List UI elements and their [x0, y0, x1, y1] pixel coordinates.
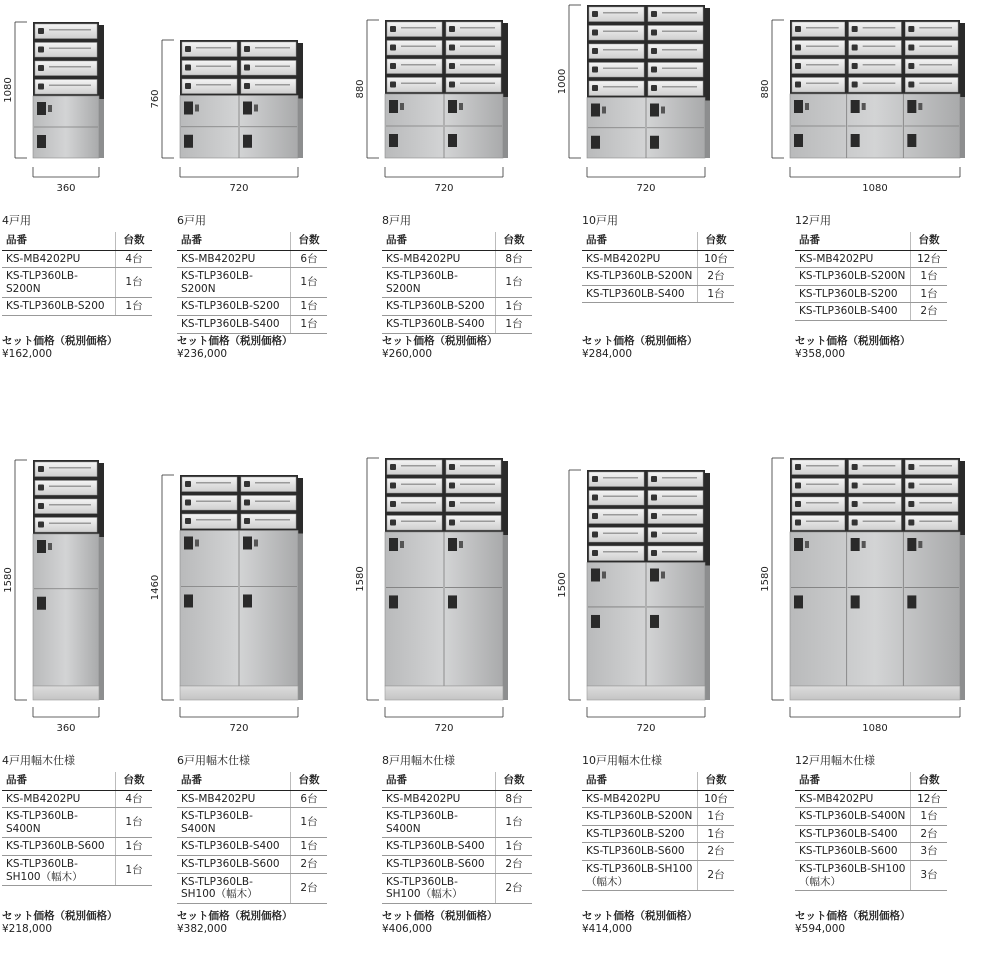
model-number: KS-TLP360LB-S600: [795, 843, 911, 861]
model-number: KS-TLP360LB-SH100（幅木）: [2, 855, 116, 885]
model-number: KS-TLP360LB-S200: [177, 298, 291, 316]
height-dimension: 1460: [150, 574, 161, 601]
model-number: KS-TLP360LB-S400N: [2, 808, 116, 838]
header-qty: 台数: [291, 232, 328, 250]
model-number: KS-TLP360LB-S200: [582, 825, 698, 843]
header-model: 品番: [382, 772, 496, 790]
model-number: KS-TLP360LB-S600: [177, 855, 291, 873]
quantity: 2台: [698, 268, 735, 286]
header-qty: 台数: [496, 772, 533, 790]
width-dimension: 720: [434, 723, 454, 734]
model-number: KS-MB4202PU: [795, 250, 911, 268]
set-price: ¥594,000: [795, 923, 846, 935]
quantity: 1台: [496, 315, 533, 333]
quantity: 1台: [116, 855, 153, 885]
quantity: 1台: [291, 298, 328, 316]
model-number: KS-MB4202PU: [382, 790, 496, 808]
mailbox-door: [35, 43, 97, 58]
quantity: 1台: [496, 808, 533, 838]
width-dimension: 720: [636, 183, 656, 194]
set-title: 10戸用幅木仕様: [582, 754, 662, 767]
model-number: KS-TLP360LB-S600: [382, 855, 496, 873]
set-price: ¥382,000: [177, 923, 228, 935]
set-price: ¥284,000: [582, 348, 633, 360]
quantity: 12台: [911, 250, 948, 268]
header-qty: 台数: [116, 772, 153, 790]
set-title: 12戸用幅木仕様: [795, 754, 875, 767]
width-dimension: 1080: [862, 723, 888, 734]
mailbox-unit-2: [150, 40, 303, 194]
price-label: セット価格（税別価格）: [382, 910, 498, 922]
model-number: KS-MB4202PU: [582, 790, 698, 808]
price-label: セット価格（税別価格）: [2, 910, 118, 922]
width-dimension: 720: [229, 183, 249, 194]
model-number: KS-TLP360LB-S400: [177, 315, 291, 333]
model-number: KS-TLP360LB-SH100（幅木）: [382, 873, 496, 903]
model-number: KS-TLP360LB-S200N: [795, 268, 911, 286]
model-number: KS-MB4202PU: [382, 250, 496, 268]
height-dimension: 1000: [557, 68, 568, 95]
price-label: セット価格（税別価格）: [2, 335, 118, 347]
quantity: 1台: [496, 298, 533, 316]
quantity: 6台: [291, 250, 328, 268]
header-model: 品番: [382, 232, 496, 250]
height-dimension: 1580: [3, 567, 14, 593]
price-label: セット価格（税別価格）: [582, 910, 698, 922]
model-number: KS-MB4202PU: [2, 790, 116, 808]
price-label: セット価格（税別価格）: [795, 335, 911, 347]
header-qty: 台数: [291, 772, 328, 790]
mailbox-unit-6: [3, 460, 104, 734]
model-number: KS-TLP360LB-S200N: [2, 268, 116, 298]
quantity: 2台: [698, 860, 735, 890]
width-dimension: 360: [56, 183, 76, 194]
quantity: 1台: [911, 808, 948, 826]
quantity: 1台: [698, 825, 735, 843]
mailbox-door: [35, 462, 97, 477]
mailbox-door: [35, 24, 97, 39]
height-dimension: 760: [150, 89, 161, 109]
quantity: 1台: [291, 838, 328, 856]
mailbox-door: [35, 61, 97, 76]
quantity: 1台: [116, 838, 153, 856]
model-number: KS-TLP360LB-S400: [177, 838, 291, 856]
model-number: KS-TLP360LB-S400: [795, 825, 911, 843]
set-title: 6戸用幅木仕様: [177, 754, 250, 767]
quantity: 3台: [911, 843, 948, 861]
quantity: 1台: [116, 298, 153, 316]
model-number: KS-TLP360LB-SH100（幅木）: [795, 860, 911, 890]
set-title: 10戸用: [582, 214, 618, 227]
quantity: 1台: [291, 268, 328, 298]
quantity: 10台: [698, 250, 735, 268]
height-dimension: 1500: [557, 572, 568, 598]
header-qty: 台数: [911, 232, 948, 250]
quantity: 1台: [291, 808, 328, 838]
quantity: 12台: [911, 790, 948, 808]
set-price: ¥162,000: [2, 348, 53, 360]
model-number: KS-TLP360LB-SH100（幅木）: [582, 860, 698, 890]
quantity: 1台: [116, 268, 153, 298]
header-qty: 台数: [496, 232, 533, 250]
set-price: ¥406,000: [382, 923, 433, 935]
quantity: 1台: [911, 268, 948, 286]
set-title: 8戸用幅木仕様: [382, 754, 455, 767]
mailbox-unit-10: [760, 458, 965, 734]
header-qty: 台数: [911, 772, 948, 790]
set-title: 6戸用: [177, 214, 206, 227]
header-model: 品番: [582, 772, 698, 790]
header-model: 品番: [795, 772, 911, 790]
set-price: ¥358,000: [795, 348, 846, 360]
price-label: セット価格（税別価格）: [382, 335, 498, 347]
width-dimension: 360: [56, 723, 76, 734]
quantity: 1台: [698, 285, 735, 303]
model-number: KS-TLP360LB-S400: [382, 315, 496, 333]
price-label: セット価格（税別価格）: [177, 910, 293, 922]
model-number: KS-MB4202PU: [177, 790, 291, 808]
model-number: KS-TLP360LB-S600: [2, 838, 116, 856]
set-title: 4戸用幅木仕様: [2, 754, 75, 767]
model-number: KS-TLP360LB-S400N: [795, 808, 911, 826]
mailbox-door: [35, 80, 97, 95]
model-number: KS-TLP360LB-S200N: [177, 268, 291, 298]
set-price: ¥236,000: [177, 348, 228, 360]
model-number: KS-TLP360LB-S200: [795, 285, 911, 303]
header-qty: 台数: [116, 232, 153, 250]
set-title: 8戸用: [382, 214, 411, 227]
width-dimension: 720: [229, 723, 249, 734]
width-dimension: 720: [434, 183, 454, 194]
quantity: 3台: [911, 860, 948, 890]
model-number: KS-TLP360LB-S200: [382, 298, 496, 316]
price-label: セット価格（税別価格）: [582, 335, 698, 347]
quantity: 4台: [116, 790, 153, 808]
width-dimension: 720: [636, 723, 656, 734]
model-number: KS-MB4202PU: [177, 250, 291, 268]
quantity: 2台: [496, 855, 533, 873]
quantity: 1台: [911, 285, 948, 303]
height-dimension: 880: [355, 79, 366, 99]
mailbox-unit-3: [355, 20, 508, 194]
quantity: 1台: [291, 315, 328, 333]
height-dimension: 1580: [355, 566, 366, 592]
mailbox-unit-5: [760, 20, 965, 194]
quantity: 1台: [116, 808, 153, 838]
set-title: 12戸用: [795, 214, 831, 227]
mailbox-door: [35, 518, 97, 533]
quantity: 6台: [291, 790, 328, 808]
mailbox-unit-8: [355, 458, 508, 734]
quantity: 1台: [496, 838, 533, 856]
header-model: 品番: [2, 772, 116, 790]
mailbox-door: [35, 499, 97, 514]
model-number: KS-TLP360LB-S200N: [582, 268, 698, 286]
model-number: KS-TLP360LB-S400N: [177, 808, 291, 838]
set-price: ¥260,000: [382, 348, 433, 360]
mailbox-unit-9: [557, 470, 710, 734]
mailbox-unit-1: [3, 22, 104, 194]
model-number: KS-TLP360LB-SH100（幅木）: [177, 873, 291, 903]
model-number: KS-TLP360LB-S200N: [582, 808, 698, 826]
quantity: 8台: [496, 250, 533, 268]
quantity: 1台: [698, 808, 735, 826]
mailbox-unit-4: [557, 5, 710, 194]
quantity: 10台: [698, 790, 735, 808]
quantity: 2台: [911, 303, 948, 321]
header-model: 品番: [177, 772, 291, 790]
width-dimension: 1080: [862, 183, 888, 194]
model-number: KS-TLP360LB-S400: [582, 285, 698, 303]
price-label: セット価格（税別価格）: [177, 335, 293, 347]
model-number: KS-MB4202PU: [2, 250, 116, 268]
mailbox-unit-7: [150, 475, 303, 734]
price-label: セット価格（税別価格）: [795, 910, 911, 922]
model-number: KS-TLP360LB-S400: [795, 303, 911, 321]
quantity: 2台: [911, 825, 948, 843]
header-model: 品番: [582, 232, 698, 250]
height-dimension: 1080: [3, 77, 14, 103]
quantity: 1台: [496, 268, 533, 298]
mailbox-door: [35, 481, 97, 496]
set-price: ¥414,000: [582, 923, 633, 935]
model-number: KS-TLP360LB-S400: [382, 838, 496, 856]
model-number: KS-TLP360LB-S200N: [382, 268, 496, 298]
quantity: 4台: [116, 250, 153, 268]
header-model: 品番: [177, 232, 291, 250]
model-number: KS-MB4202PU: [795, 790, 911, 808]
header-qty: 台数: [698, 772, 735, 790]
model-number: KS-TLP360LB-S200: [2, 298, 116, 316]
set-title: 4戸用: [2, 214, 31, 227]
header-model: 品番: [2, 232, 116, 250]
quantity: 8台: [496, 790, 533, 808]
model-number: KS-TLP360LB-S400N: [382, 808, 496, 838]
model-number: KS-TLP360LB-S600: [582, 843, 698, 861]
quantity: 2台: [496, 873, 533, 903]
quantity: 2台: [291, 873, 328, 903]
header-model: 品番: [795, 232, 911, 250]
quantity: 2台: [698, 843, 735, 861]
height-dimension: 880: [760, 79, 771, 99]
quantity: 2台: [291, 855, 328, 873]
set-price: ¥218,000: [2, 923, 53, 935]
header-qty: 台数: [698, 232, 735, 250]
height-dimension: 1580: [760, 566, 771, 592]
model-number: KS-MB4202PU: [582, 250, 698, 268]
